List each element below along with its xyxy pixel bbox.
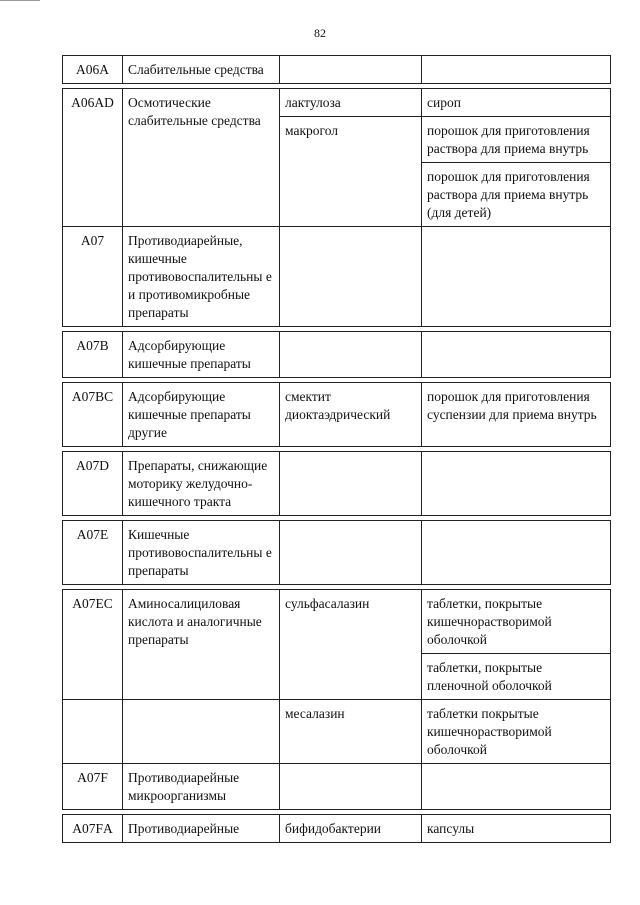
table-row: [63, 383, 611, 447]
substance: [280, 521, 422, 585]
dosage-form: [422, 227, 611, 327]
atc-code: А07: [63, 227, 123, 327]
substance: [280, 452, 422, 516]
dosage-form: [422, 521, 611, 585]
dosage-form: сироп: [422, 89, 611, 117]
dosage-form: таблетки покрытые кишечнорастворимой оболочкой: [422, 700, 611, 764]
atc-code: А07Е: [63, 521, 123, 585]
group-name: Противодиарейные микроорганизмы: [123, 764, 280, 810]
scan-corner-mark: [0, 0, 40, 4]
dosage-form: [422, 56, 611, 84]
page-number: 82: [314, 26, 326, 40]
atc-code: А07F: [63, 764, 123, 810]
table-row: [63, 56, 611, 84]
substance: сульфасалазин: [280, 590, 422, 700]
atc-code: [63, 700, 123, 764]
table-row: [63, 700, 611, 764]
substance: лактулоза: [280, 89, 422, 117]
group-name: Противодиарейные, кишечные противовоспалительны е и противомикробные препараты: [123, 227, 280, 327]
table-row: [63, 89, 611, 117]
group-name: Адсорбирующие кишечные препараты другие: [123, 383, 280, 447]
group-name: Противодиарейные: [123, 815, 280, 843]
atc-code: А07D: [63, 452, 123, 516]
atc-code: А07ВС: [63, 383, 123, 447]
table-row: [63, 815, 611, 843]
substance: месалазин: [280, 700, 422, 764]
dosage-form: порошок для приготовления суспензии для приема внутрь: [422, 383, 611, 447]
dosage-form: таблетки, покрытые кишечнорастворимой оболочкой: [422, 590, 611, 654]
dosage-form: [422, 452, 611, 516]
substance: [280, 227, 422, 327]
dosage-form: [422, 764, 611, 810]
table-row: [63, 332, 611, 378]
group-name: Адсорбирующие кишечные препараты: [123, 332, 280, 378]
table-row: [63, 521, 611, 585]
dosage-form: капсулы: [422, 815, 611, 843]
dosage-form: [422, 332, 611, 378]
group-name: Кишечные противовоспалительны е препараты: [123, 521, 280, 585]
dosage-form: таблетки, покрытые пленочной оболочкой: [422, 654, 611, 700]
substance: [280, 764, 422, 810]
substance: [280, 332, 422, 378]
dosage-form: порошок для приготовления раствора для приема внутрь: [422, 117, 611, 163]
atc-code: А07FА: [63, 815, 123, 843]
group-name: Аминосалициловая кислота и аналогичные препараты: [123, 590, 280, 700]
substance: [280, 56, 422, 84]
table-row: [63, 227, 611, 327]
drug-classification-table: [62, 55, 611, 843]
table-row: [63, 764, 611, 810]
table-row: [63, 452, 611, 516]
atc-code: А06А: [63, 56, 123, 84]
group-name: Слабительные средства: [123, 56, 280, 84]
substance: бифидобактерии: [280, 815, 422, 843]
substance: макрогол: [280, 117, 422, 227]
atc-code: А07ЕС: [63, 590, 123, 700]
atc-code: А07В: [63, 332, 123, 378]
group-name: Препараты, снижающие моторику желудочно-кишечного тракта: [123, 452, 280, 516]
group-name: [123, 700, 280, 764]
substance: смектит диоктаэдрический: [280, 383, 422, 447]
dosage-form: порошок для приготовления раствора для приема внутрь (для детей): [422, 163, 611, 227]
table-row: [63, 590, 611, 654]
group-name: Осмотические слабительные средства: [123, 89, 280, 227]
atc-code: А06АD: [63, 89, 123, 227]
